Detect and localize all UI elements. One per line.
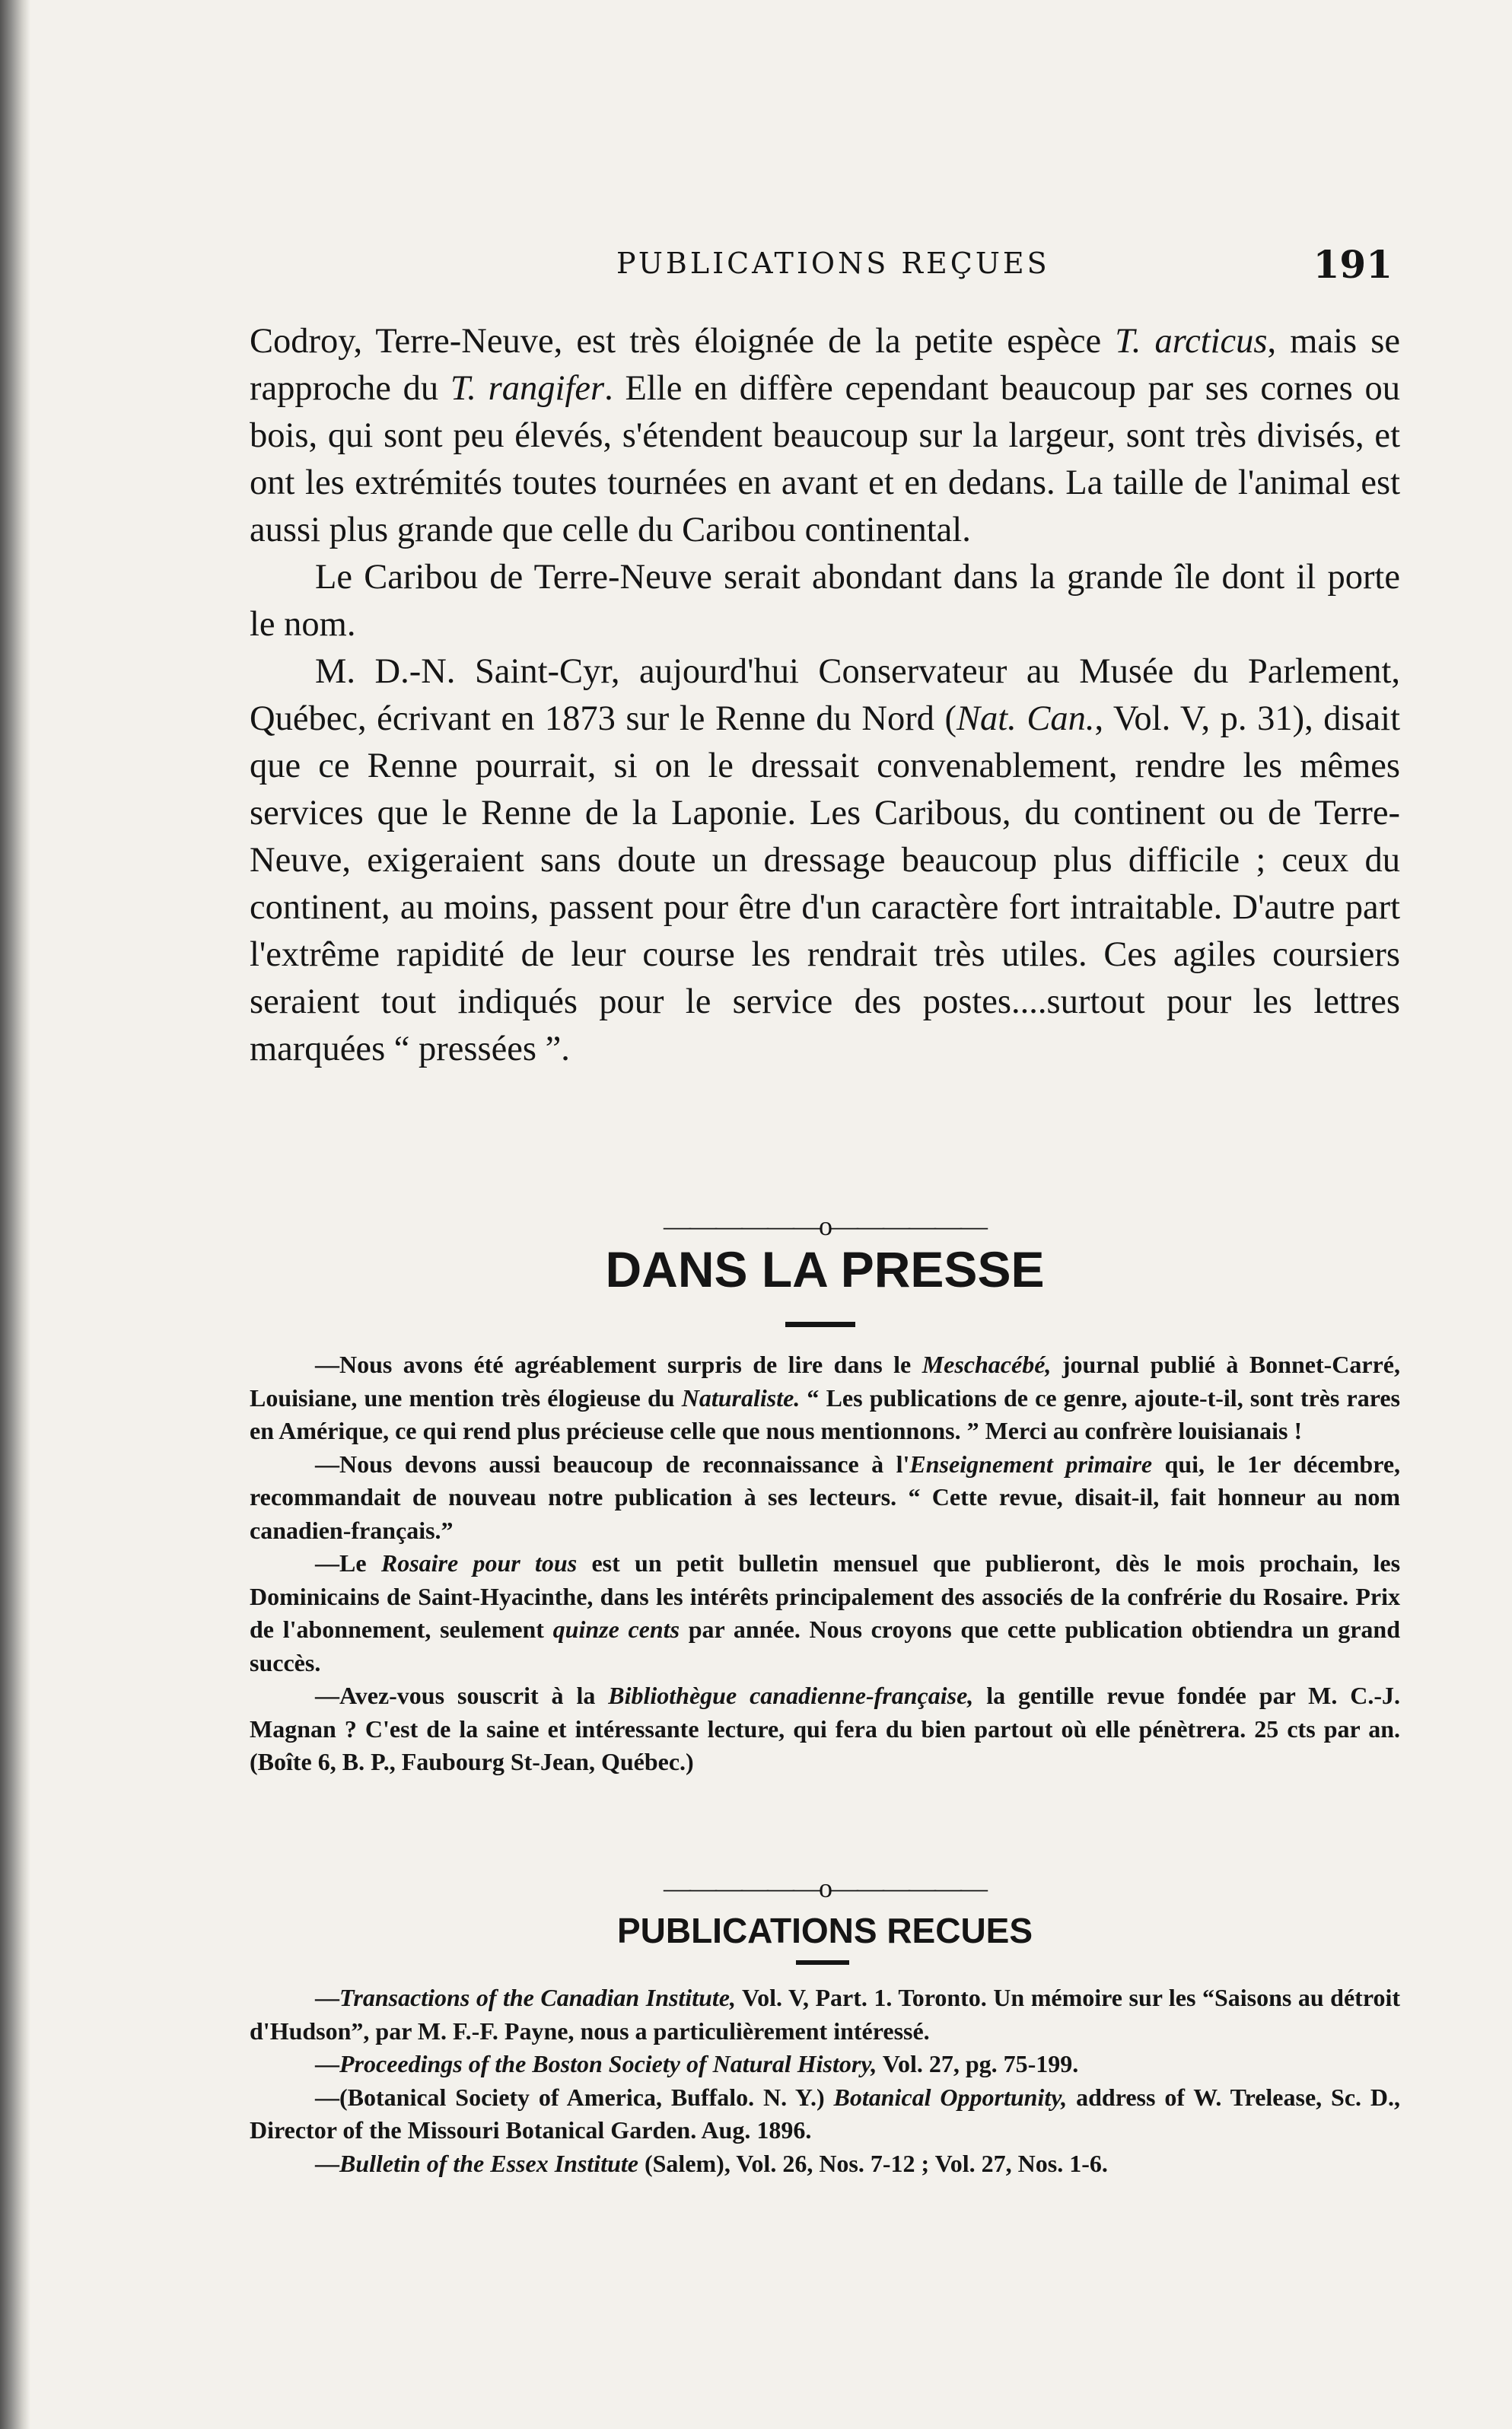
title-underline <box>796 1960 849 1965</box>
page-header <box>251 242 1393 288</box>
separator-rule: ——————o—————— <box>664 1211 986 1241</box>
paragraph-saint-cyr: M. D.-N. Saint-Cyr, aujourd'hui Conservateur au Musée du Parlement, Québec, écrivant en 1873 sur le Renne du Nord (Nat. Can., Vol. V, p. 31), disait que ce Renne pourrait, si on le dressait convenablement, rendre les mêmes services que le Renne de la Laponie. Les Caribous, du continent ou de Terre-Neuve, exigeraient sans doute un dressage beaucoup plus difficile ; ceux du continent, au moins, passent pour être d'un caractère fort intraitable. D'autre part l'extrême rapidité de leur course les rendrait très utiles. Ces agiles coursiers seraient tout indiqués pour le service des postes....surtout pour les lettres marquées “ pressées ”. <box>250 652 1401 1068</box>
scanned-page-edge <box>0 0 30 2429</box>
press-note-enseignement: —Nous devons aussi beaucoup de reconnaissance à l'Enseignement primaire qui, le 1er décembre, recommandait de nouveau notre publication à ses lecteurs. “ Cette revue, disait-il, fait honneur au nom canadien-français.” <box>250 1450 1401 1544</box>
publications-list <box>250 1982 1400 2180</box>
paragraph-caribou-abundance: Le Caribou de Terre-Neuve serait abondant dans la grande île dont il porte le nom. <box>250 558 1400 644</box>
main-text <box>250 318 1400 1073</box>
section-title-dans-la-presse: DANS LA PRESSE <box>605 1241 1045 1297</box>
publication-entry: —Transactions of the Canadian Institute, Vol. V, Part. 1. Toronto. Un mémoire sur les “Saisons au détroit d'Hudson”, par M. F.-F. Payne, nous a particulièrement intéressé. <box>250 1984 1401 2045</box>
title-underline <box>785 1322 855 1327</box>
press-note-rosaire: —Le Rosaire pour tous est un petit bulletin mensuel que publieront, dès le mois prochain, les Dominicains de Saint-Hyacinthe, dans les intérêts principalement des associés de la confrérie du Rosaire. Prix de l'abonnement, seulement quinze cents par année. Nous croyons que cette publication obtiendra un grand succès. <box>250 1549 1401 1676</box>
paragraph-caribou-description: Codroy, Terre-Neuve, est très éloignée de la petite espèce T. arcticus, mais se rapproche du T. rangifer. Elle en diffère cependant beaucoup par ses cornes ou bois, qui sont peu élevés, s'étendent beaucoup sur la largeur, sont très divisés, et ont les extrémités toutes tournées en avant et en dedans. La taille de l'animal est aussi plus grande que celle du Caribou continental. <box>250 322 1400 549</box>
running-head: PUBLICATIONS REÇUES <box>616 247 1050 280</box>
publication-entry: —(Botanical Society of America, Buffalo. N. Y.) Botanical Opportunity, address of W. Trelease, Sc. D., Director of the Missouri Botanical Garden. Aug. 1896. <box>250 2083 1401 2144</box>
press-note-bibliotheque: —Avez-vous souscrit à la Bibliothègue canadienne-française, la gentille revue fondée par M. C.-J. Magnan ? C'est de la saine et intéressante lecture, qui fera du bien partout où elle pénètrera. 25 cts par an. (Boîte 6, B. P., Faubourg St-Jean, Québec.) <box>250 1682 1401 1775</box>
press-note-meschacebe: —Nous avons été agréablement surpris de lire dans le Meschacébé, journal publié à Bonnet-Carré, Louisiane, une mention très élogieuse du Naturaliste. “ Les publications de ce genre, ajoute-t-il, sont très rares en Amérique, ce qui rend plus précieuse celle que nous mentionnons. ” Merci au confrère louisianais ! <box>250 1351 1401 1444</box>
publication-entry: —Bulletin of the Essex Institute (Salem), Vol. 26, Nos. 7-12 ; Vol. 27, Nos. 1-6. <box>315 2149 1108 2177</box>
press-notes <box>250 1348 1400 1779</box>
page-number: 191 <box>1313 242 1393 287</box>
publication-entry: —Proceedings of the Boston Society of Natural History, Vol. 27, pg. 75-199. <box>315 2050 1079 2077</box>
separator-rule: ——————o—————— <box>664 1873 986 1903</box>
section-title-publications-recues: PUBLICATIONS RECUES <box>616 1911 1033 1950</box>
